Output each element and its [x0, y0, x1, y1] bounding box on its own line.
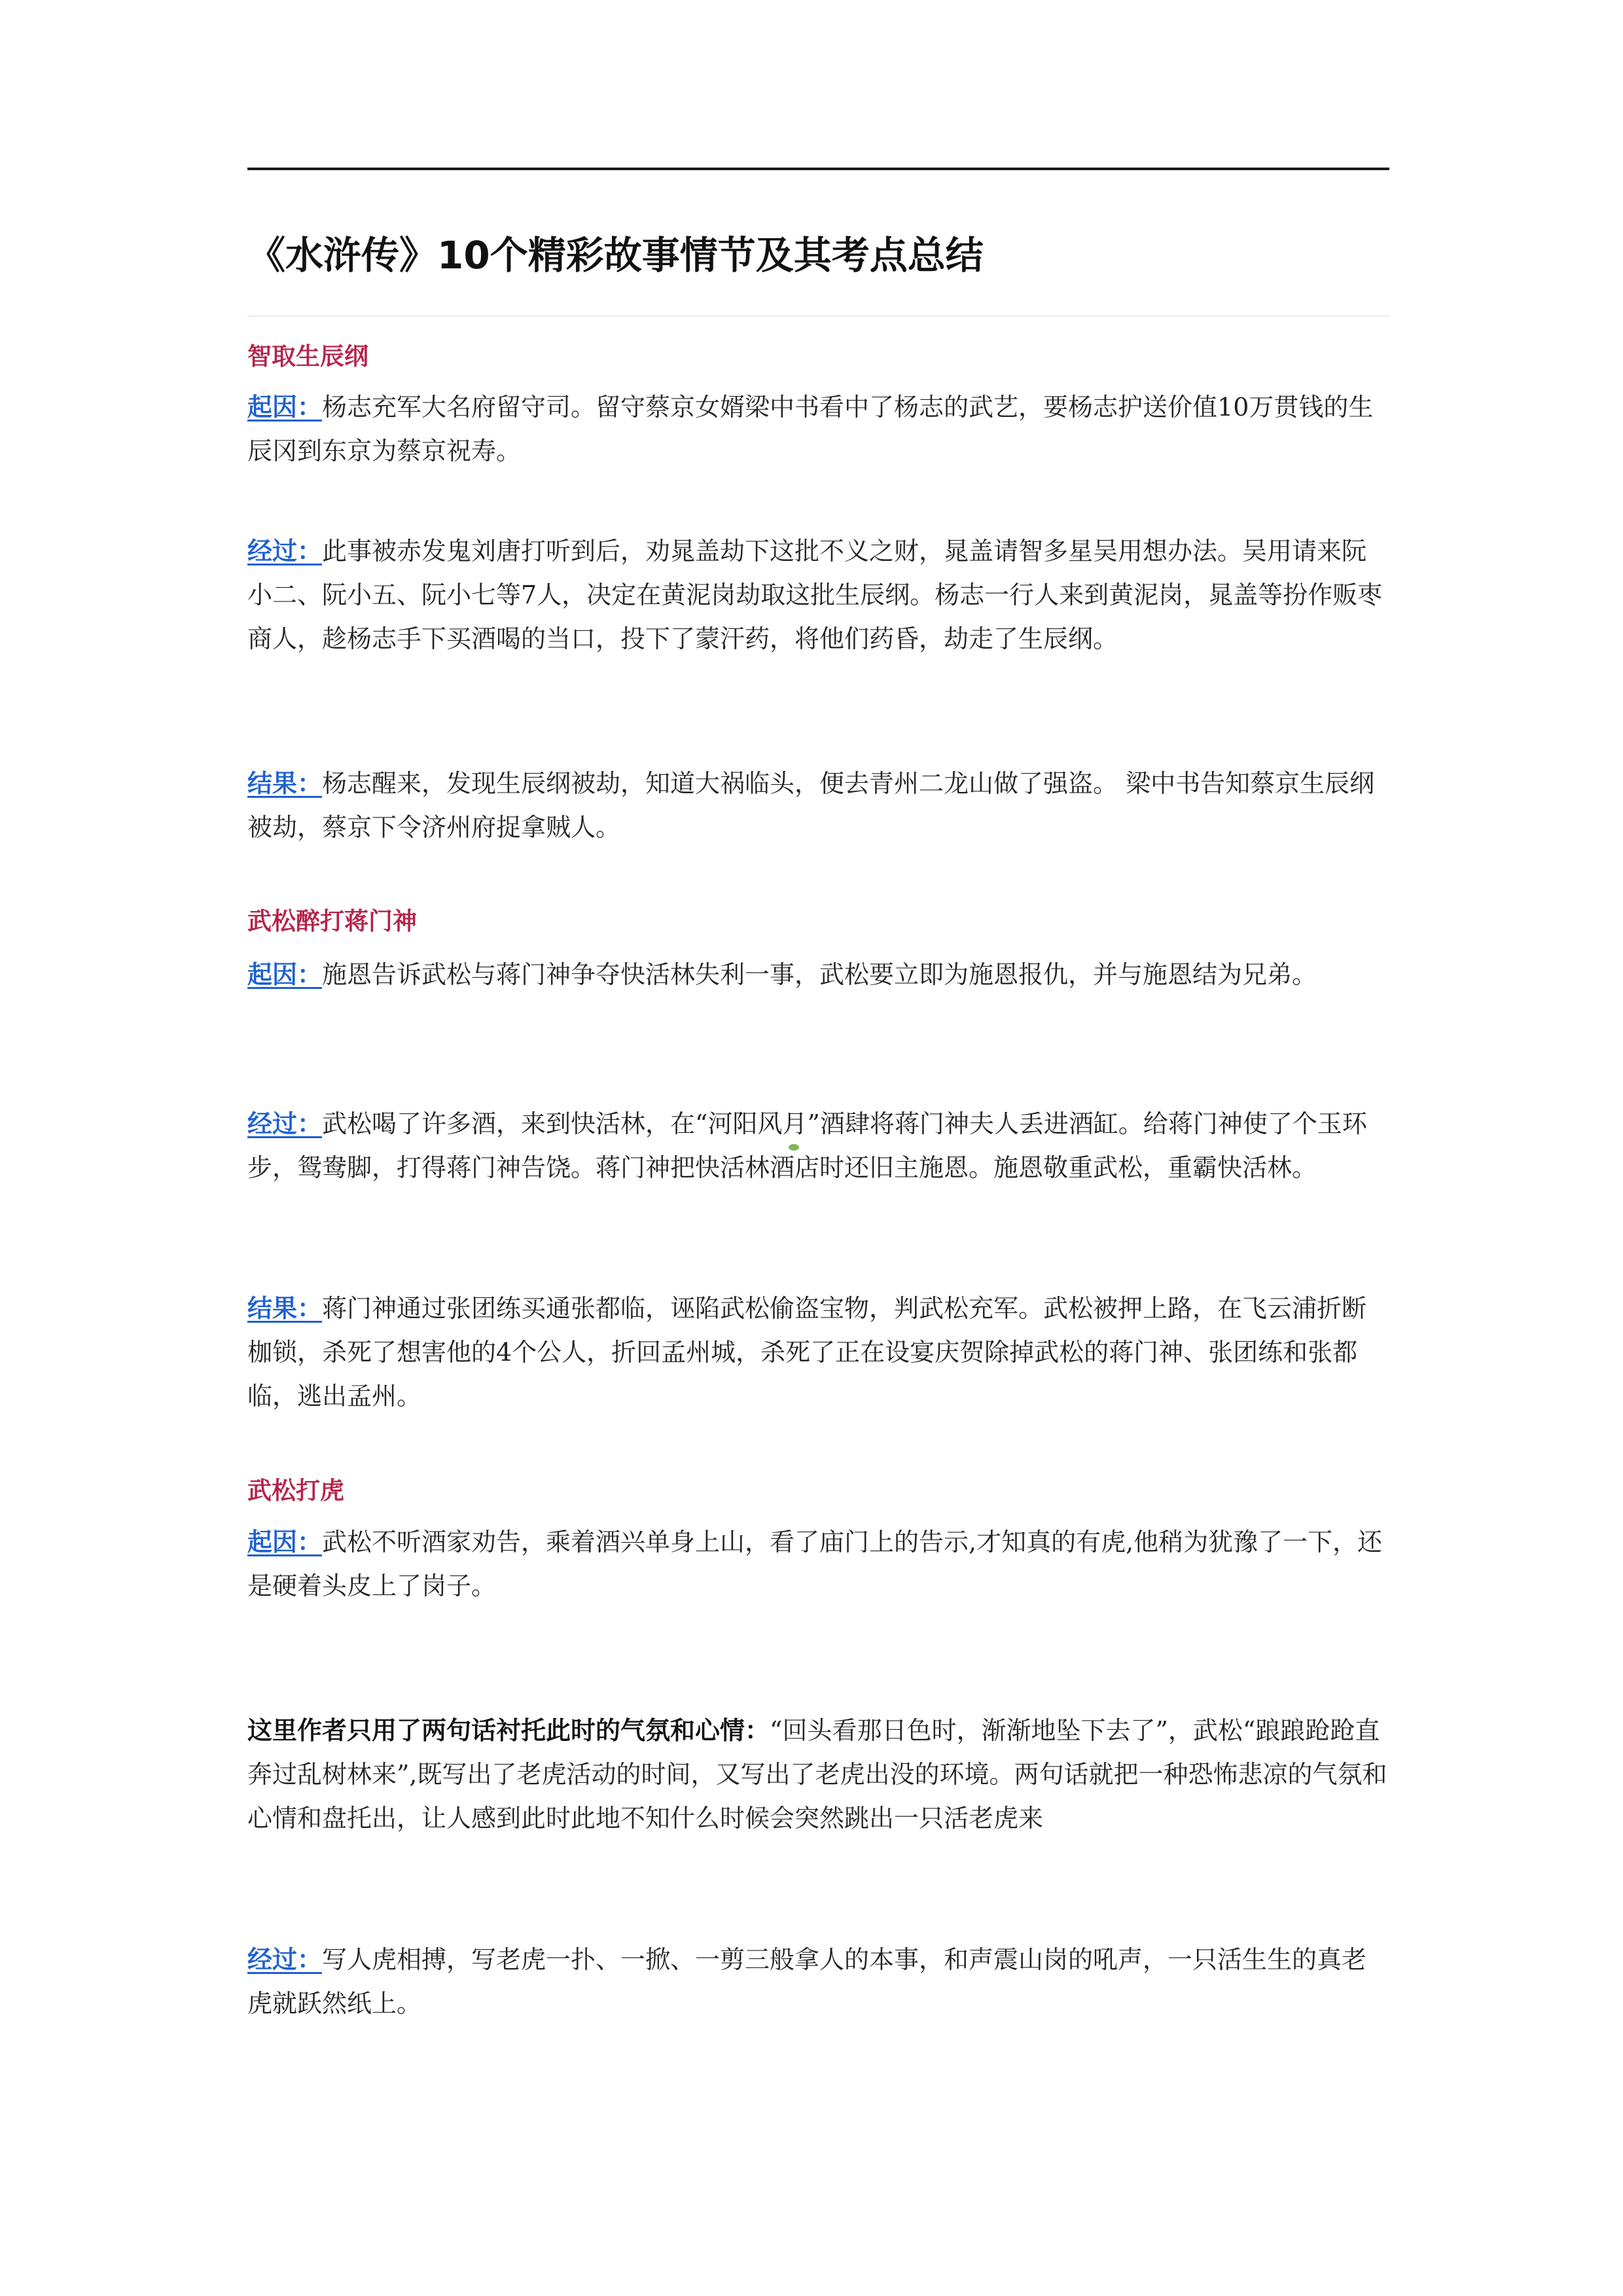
result-label: 结果： [247, 1293, 323, 1323]
story-2-cause [247, 952, 1389, 997]
story-3-process [247, 1937, 1389, 2026]
process-label: 经过： [247, 1109, 323, 1138]
process-label: 经过： [247, 536, 323, 565]
story-2-process [247, 1102, 1389, 1190]
process-text: 武松喝了许多酒，来到快活林，在“河阳风月”酒肆将蒋门神夫人丢进酒缸。给蒋门神使了个玉环步，鸳鸯脚，打得蒋门神告饶。蒋门神把快活林酒店时还旧主施恩。施恩敬重武松，重霸快活林。 [247, 1109, 1367, 1182]
story-title-2: 武松醉打蒋门神 [247, 907, 417, 935]
note-text: “回头看那日色时，渐渐地坠下去了”，武松“踉踉跄跄直奔过乱树林来”,既写出了老虎活动的时间，又写出了老虎出没的环境。两句话就把一种恐怖悲凉的气氛和心情和盘托出，让人感到此时此地不知什么时候会突然跳出一只活老虎来 [247, 1716, 1387, 1833]
cause-label: 起因： [247, 960, 323, 989]
story-1-process [247, 529, 1389, 661]
story-3-cause [247, 1520, 1389, 1608]
process-text: 写人虎相搏，写老虎一扑、一掀、一剪三般拿人的本事，和声震山岗的吼声，一只活生生的真老虎就跃然纸上。 [247, 1945, 1367, 2018]
leaf-icon [789, 1144, 799, 1151]
header-rule [247, 168, 1389, 170]
cause-label: 起因： [247, 1527, 323, 1556]
cause-text: 武松不听酒家劝告，乘着酒兴单身上山，看了庙门上的告示,才知真的有虎,他稍为犹豫了一下，还是硬着头皮上了岗子。 [247, 1528, 1383, 1600]
story-2-result [247, 1286, 1389, 1418]
story-1-cause [247, 385, 1389, 473]
story-1-result [247, 761, 1389, 850]
cause-label: 起因： [247, 392, 323, 422]
result-label: 结果： [247, 768, 323, 798]
document-page [247, 0, 1389, 2296]
result-text: 杨志醒来，发现生辰纲被劫，知道大祸临头，便去青州二龙山做了强盗。 梁中书告知蔡京生辰纲被劫，蔡京下令济州府捉拿贼人。 [247, 769, 1375, 842]
process-text: 此事被赤发鬼刘唐打听到后，劝晁盖劫下这批不义之财，晁盖请智多星吴用想办法。吴用请来阮小二、阮小五、阮小七等7人，决定在黄泥岗劫取这批生辰纲。杨志一行人来到黄泥岗，晁盖等扮作贩枣商人，趁杨志手下买酒喝的当口，投下了蒙汗药，将他们药昏，劫走了生辰纲。 [247, 537, 1383, 653]
result-text: 蒋门神通过张团练买通张都临，诬陷武松偷盗宝物，判武松充军。武松被押上路，在飞云浦折断枷锁，杀死了想害他的4个公人，折回孟州城，杀死了正在设宴庆贺除掉武松的蒋门神、张团练和张都临，逃出孟州。 [247, 1294, 1367, 1410]
process-label: 经过： [247, 1945, 323, 1974]
title-divider [247, 315, 1389, 317]
cause-text: 施恩告诉武松与蒋门神争夺快活林失利一事，武松要立即为施恩报仇，并与施恩结为兄弟。 [322, 960, 1317, 989]
watermark-logo [789, 1142, 802, 1153]
story-3-note [247, 1708, 1389, 1840]
story-title-1: 智取生辰纲 [247, 342, 368, 370]
story-title-3: 武松打虎 [247, 1477, 344, 1505]
note-label: 这里作者只用了两句话衬托此时的气氛和心情： [247, 1715, 770, 1745]
cause-text: 杨志充军大名府留守司。留守蔡京女婿梁中书看中了杨志的武艺，要杨志护送价值10万贯钱的生辰冈到东京为蔡京祝寿。 [247, 393, 1374, 465]
document-title: 《水浒传》10个精彩故事情节及其考点总结 [247, 233, 984, 278]
